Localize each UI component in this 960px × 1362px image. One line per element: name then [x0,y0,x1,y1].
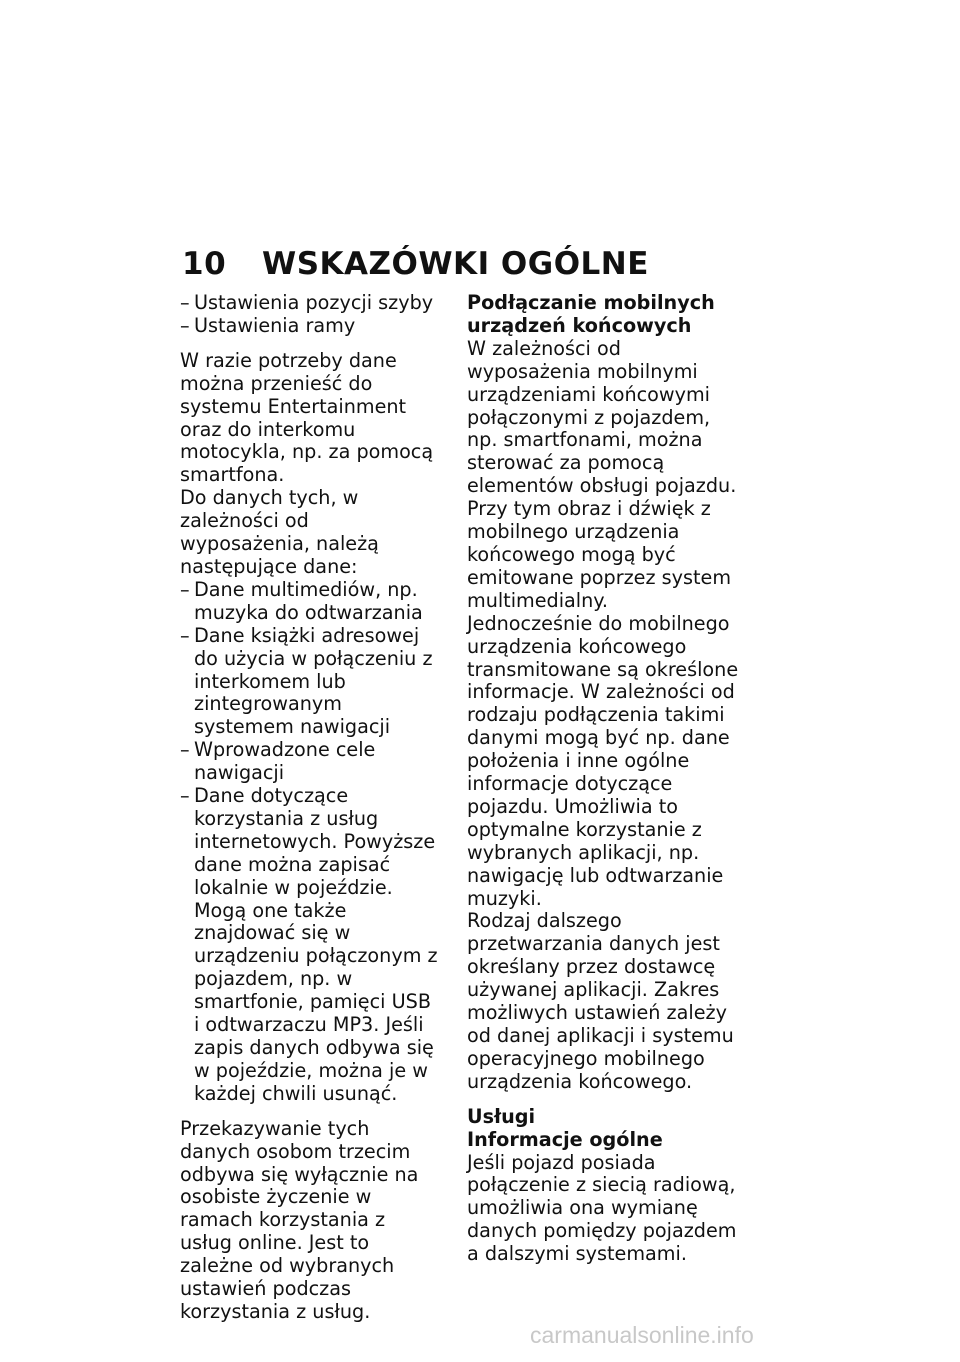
dash-item-frame-settings: – Ustawienia ramy [180,315,442,338]
chapter-number: 10 [182,246,227,282]
bullet-item-internet-services: – Dane dotyczące korzystania z usług internetowych. Powyższe dane można zapisać lokalnie w pojeździe. Mogą one także znajdować się w urządzeniu połączonym z pojazdem, np. w smartfonie, pamięci USB i odtwarzaczu MP3. Jeśli zapis danych odbywa się w pojeździe, można je w każdej chwili usunąć. [180,785,442,1106]
paragraph-radio-network: Jeśli pojazd posiada połączenie z siecią radiową, umożliwia ona wymianę danych pomiędzy pojazdem a dalszymi systemami. [467,1150,737,1266]
dash-item-window-position: – Ustawienia pozycji szyby [180,292,442,315]
paragraph-image-sound: Przy tym obraz i dźwięk z mobilnego urządzenia końcowego mogą być emitowane poprzez system multimedialny. Jednocześnie do mobilnego urządzenia końcowego transmitowane są określone informacje. W zależności od rodzaju podłączenia takimi danymi mogą być np. dane położenia i inne ogólne informacje dotyczące pojazdu. Umożliwia to optymalne korzystanie z wybranych aplikacji, np. nawigację lub odtwarzanie muzyki. [467,497,739,910]
paragraph-third-parties: Przekazywanie tych danych osobom trzecim odbywa się wyłącznie na osobiste życzenie w ramach korzystania z usług online. Jest to zależne od wybranych ustawień podczas korzystania z usług. [180,1116,419,1323]
paragraph-data-transfer: W razie potrzeby dane można przenieść do systemu Entertainment oraz do interkomu motocykla, np. za pomocą smartfona. [180,348,434,487]
bullet-item-address-book: – Dane książki adresowej do użycia w połączeniu z interkomem lub zintegrowanym systemem nawigacji [180,625,442,740]
page-title [182,246,649,282]
left-column [180,292,442,1324]
paragraph-further-processing: Rodzaj dalszego przetwarzania danych jest określany przez dostawcę używanej aplikacji. Zakres możliwych ustawień zależy od danej aplikacji i systemu operacyjnego mobilnego urządzenia końcowego. [467,909,734,1093]
paragraph-data-types: Do danych tych, w zależności od wyposażenia, należą następujące dane: [180,486,379,578]
section-heading-services: Usługi [467,1104,536,1128]
right-column [467,292,739,1266]
bullet-item-multimedia: – Dane multimediów, np. muzyka do odtwarzania [180,579,442,625]
section-heading-mobile-devices: Podłączanie mobilnych urządzeń końcowych [467,291,715,337]
paragraph-mobile-control: W zależności od wyposażenia mobilnymi urządzeniami końcowymi połączonymi z pojazdem, np. smartfonami, można sterować za pomocą elementów obsługi pojazdu. [467,336,737,498]
chapter-title: WSKAZÓWKI OGÓLNE [262,246,649,282]
bullet-item-navigation: – Wprowadzone cele nawigacji [180,739,442,785]
watermark-text: carmanualsonline.info [530,1322,754,1348]
subheading-general-info: Informacje ogólne [467,1127,663,1151]
